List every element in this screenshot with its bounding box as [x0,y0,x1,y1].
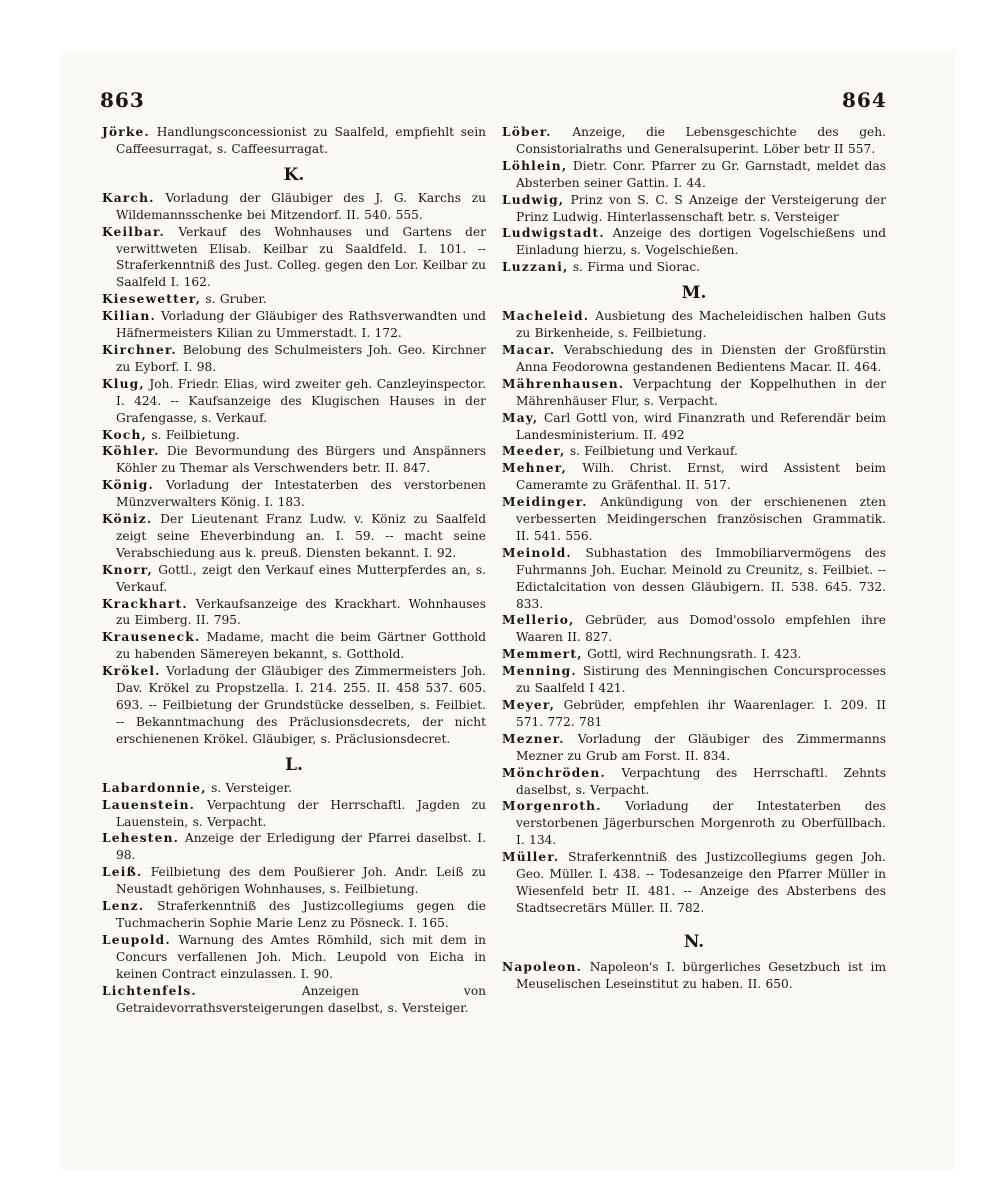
left-column [102,124,486,1016]
page-number-left: 863 [100,88,145,112]
entry-text: s. Feilbietung und Verkauf. [569,444,738,459]
entry-text: Vorladung der Gläubiger des Zimmermeisters Joh. Dav. Krökel zu Propstzella. I. 214. 255. II. 458 537. 605. 693. -- Feilbietung der Grundstücke desselben, s. Feilbiet. -- Bekanntmachung des Präclusionsdecrets, der nicht erschienenen Krökel. Gläubiger, s. Präclusionsdecret. [116,664,486,746]
entry-text: Madame, macht die beim Gärtner Gotthold zu habenden Sämereyen bekannt, s. Gotthold. [116,630,486,662]
entry-head: Meyer, [502,698,556,712]
entry-text: Ankündigung von der erschienenen zten verbesserten Meidingerschen französischen Grammatik. II. 541. 556. [516,495,886,543]
entry-head: Lauenstein. [102,797,196,812]
entry-head: Mellerio, [502,613,575,628]
entry-head: Lichtenfels. [102,983,197,998]
entry-text: Subhastation des Immobiliarvermögens des Fuhrmanns Joh. Euchar. Meinold zu Creunitz, s. Feilbiet. -- Edictalcitation von dessen Gläubigern. II. 538. 645. 732. 833. [516,545,886,611]
entry-head: Kiesewetter, [102,292,202,307]
entry-text: Sistirung des Menningischen Concursprocesses zu Saalfeld I 421. [516,664,887,696]
index-entry-monchroden [502,765,886,799]
entry-head: Morgenroth. [502,799,602,814]
entry-head: Macheleid. [502,309,590,324]
index-entry-lohlein [502,158,886,192]
index-entry-mahrenhausen [502,376,886,410]
index-entry-krackhart [102,596,486,630]
entry-text: Gottl., zeigt den Verkauf eines Mutterpferdes an, s. Verkauf. [116,562,486,594]
entry-head: Mährenhausen. [502,376,625,391]
entry-head: Müller. [502,850,560,865]
index-entry-may [502,410,886,444]
entry-head: Meeder, [502,444,566,459]
entry-head: Mezner. [502,731,565,746]
entry-text: Gebrüder, aus Domod'ossolo empfehlen ihre Waaren II. 827. [516,613,886,645]
index-entry-mellerio [502,612,886,646]
entry-head: Ludwigstadt. [502,226,605,241]
index-entry-karch [102,190,486,224]
entry-head: Memmert, [502,647,583,662]
entry-text: Wilh. Christ. Ernst, wird Assistent beim Cameramte zu Gräfenthal. II. 517. [516,461,886,493]
index-entry-lei [102,864,486,898]
entry-text: Anzeige des dortigen Vogelschießens und Einladung hierzu, s. Vogelschießen. [516,226,887,258]
index-entry-keilbar [102,224,486,292]
index-entry-lichtenfels [102,983,486,1017]
index-entry-kilian [102,308,486,342]
index-entry-labardonnie [102,780,486,797]
index-entry-memmert [502,646,886,663]
index-entry-ludwigstadt [502,225,886,259]
index-entry-kohler [102,443,486,477]
entry-head: Kirchner. [102,342,177,357]
index-entry-menning [502,663,886,697]
entry-head: Löber. [502,125,552,139]
entry-head: May, [502,410,539,425]
entry-text: Vorladung der Gläubiger des J. G. Karchs zu Wildemannsschenke bei Mitzendorf. II. 540. 555. [116,190,487,222]
entry-text: Verkaufsanzeige des Krackhart. Wohnhauses zu Eimberg. II. 795. [116,596,486,628]
index-entry-macar [502,342,886,376]
entry-text: Dietr. Conr. Pfarrer zu Gr. Garnstadt, meldet das Absterben seiner Gattin. I. 44. [516,158,886,190]
section-letter: M. [681,283,707,304]
entry-text: Straferkenntniß des Justizcollegiums gegen Joh. Geo. Müller. I. 438. -- Todesanzeige den Pfarrer Müller in Wiesenfeld betr II. 481. -- Anzeige des Absterbens des Stadtsecretärs Müller. II. 782. [516,850,887,915]
page-number-right: 864 [842,88,887,112]
entry-text: s. Versteiger. [211,780,292,795]
entry-head: Krauseneck. [102,630,201,645]
entry-head: Jörke. [102,125,150,139]
entry-text: Napoleon's I. bürgerliches Gesetzbuch ist im Meuselischen Leseinstitut zu haben. II. 650. [516,959,886,991]
entry-text: Carl Gottl von, wird Finanzrath und Referendär beim Landesministerium. II. 492 [516,410,887,442]
index-entry-krauseneck [102,629,486,663]
index-entry-meinold [502,545,886,613]
entry-head: Meidinger. [502,495,588,510]
entry-head: Löhlein, [502,158,568,173]
entry-text: Vorladung der Gläubiger des Zimmermanns Mezner zu Grub am Forst. II. 834. [516,731,887,763]
entry-text: Belobung des Schulmeisters Joh. Geo. Kirchner zu Eyborf. I. 98. [116,342,486,374]
entry-text: Vorladung der Intestaterben des verstorbenen Münzverwalters König. I. 183. [116,478,487,510]
index-entry-konig [102,477,486,511]
entry-head: Leupold. [102,932,171,947]
entry-head: Leiß. [102,865,143,880]
entry-head: Köhler. [102,444,160,459]
index-entry-lenz [102,898,486,932]
entry-head: Klug, [102,376,145,391]
entry-text: Die Bevormundung des Bürgers und Anspänners Köhler zu Themar als Verschwenders betr. II. 847. [116,444,486,476]
entry-head: Labardonnie, [102,780,207,795]
index-entry-meidinger [502,494,886,545]
entry-text: Anzeige der Erledigung der Pfarrei daselbst. I. 98. [116,831,486,863]
entry-text: Feilbietung des dem Poußierer Joh. Andr. Leiß zu Neustadt gehörigen Wohnhauses, s. Feilbietung. [116,865,486,897]
entry-text: s. Gruber. [205,292,267,307]
index-entry-luzzani [502,259,886,276]
index-entry-ludwig [502,192,886,226]
entry-text: Gottl, wird Rechnungsrath. I. 423. [587,647,802,662]
entry-head: Mönchröden. [502,765,606,780]
entry-head: König. [102,478,154,493]
index-entry-lober [502,124,886,158]
entry-text: Vorladung der Intestaterben des verstorbenen Jägerburschen Morgenroth zu Oberfüllbach. I. 134. [516,799,886,848]
index-entry-klug [102,376,486,427]
index-entry-kiesewetter [102,291,486,308]
index-entry-meyer [502,697,886,731]
entry-head: Ludwig, [502,192,565,207]
index-entry-macheleid [502,308,886,342]
section-letter: L. [285,754,303,775]
entry-text: Warnung des Amtes Römhild, sich mit dem in Concurs verfallenen Joh. Mich. Leupold von Eicha in keinen Contract einzulassen. I. 90. [116,932,486,981]
index-entry-muller [502,849,886,917]
entry-head: Napoleon. [502,959,583,974]
entry-text: Verpachtung des Herrschaftl. Zehnts daselbst, s. Verpacht. [516,765,886,797]
index-entry-kirchner [102,342,486,376]
entry-text: Anzeige, die Lebensgeschichte des geh. Consistorialraths und Generalsuperint. Löber betr II 557. [516,125,886,156]
index-entry-lauenstein [102,797,486,831]
entry-text: Vorladung der Gläubiger des Rathsverwandten und Häfnermeisters Kilian zu Ummerstadt. I. 172. [116,309,486,341]
index-entry-jorke [102,124,486,158]
entry-head: Keilbar. [102,224,165,239]
entry-text: s. Firma und Siorac. [572,260,701,275]
entry-head: Meinold. [502,545,572,560]
index-entry-koniz [102,511,486,562]
entry-text: Verabschiedung des in Diensten der Großfürstin Anna Feodorowna gestandenen Bedientens Macar. II. 464. [516,342,886,374]
section-letter: N. [683,931,705,952]
entry-head: Kilian. [102,309,156,324]
index-entry-krokel [102,663,486,748]
index-entry-mehner [502,460,886,494]
index-entry-napoleon [502,959,886,993]
section-letter: K. [283,164,305,185]
index-entry-leupold [102,932,486,983]
entry-text: Handlungsconcessionist zu Saalfeld, empfiehlt sein Caffeesurragat, s. Caffeesurragat. [116,125,486,156]
entry-text: Verpachtung der Koppelhuthen in der Mährenhäuser Flur, s. Verpacht. [516,376,887,408]
entry-head: Krökel. [102,664,161,679]
entry-head: Karch. [102,190,155,205]
entry-text: Anzeigen von Getraidevorrathsversteigerungen daselbst, s. Versteiger. [116,983,486,1015]
index-entry-koch [102,427,486,444]
index-entry-mezner [502,731,886,765]
index-entry-morgenroth [502,798,886,849]
entry-head: Koch, [102,427,147,442]
entry-head: Macar. [502,342,556,357]
entry-head: Lehesten. [102,831,180,846]
entry-head: Lenz. [102,899,145,914]
entry-text: Ausbietung des Macheleidischen halben Guts zu Birkenheide, s. Feilbietung. [516,309,886,341]
index-entry-meeder [502,443,886,460]
entry-text: Gebrüder, empfehlen ihr Waarenlager. I. 209. II 571. 772. 781 [516,698,886,729]
entry-text: Prinz von S. C. S Anzeige der Versteigerung der Prinz Ludwig. Hinterlassenschaft betr. s. Versteiger [516,192,886,224]
entry-text: s. Feilbietung. [151,427,240,442]
entry-head: Mehner, [502,461,567,476]
entry-head: Köniz. [102,512,153,527]
entry-head: Krackhart. [102,596,188,611]
entry-text: Verkauf des Wohnhauses und Gartens der verwittweten Elisab. Keilbar zu Saaldfeld. I. 101. -- Straferkenntniß des Just. Colleg. gegen den Lor. Keilbar zu Saalfeld I. 162. [116,224,486,290]
right-column [502,124,886,993]
entry-text: Der Lieutenant Franz Ludw. v. Köniz zu Saalfeld zeigt seine Eheverbindung an. I. 59. -- macht seine Verabschiedung aus k. preuß. Diensten bekannt. I. 92. [116,512,486,560]
entry-text: Straferkenntniß des Justizcollegiums gegen die Tuchmacherin Sophie Marie Lenz zu Pösneck. I. 165. [116,899,487,930]
entry-head: Knorr, [102,562,153,577]
entry-head: Menning. [502,664,577,679]
entry-head: Luzzani, [502,260,569,275]
entry-text: Joh. Friedr. Elias, wird zweiter geh. Canzleyinspector. I. 424. -- Kaufsanzeige des Klugischen Hauses in der Grafengasse, s. Verkauf. [116,376,486,425]
index-entry-knorr [102,562,486,596]
index-entry-lehesten [102,830,486,864]
entry-text: Verpachtung der Herrschaftl. Jagden zu Lauenstein, s. Verpacht. [116,797,486,829]
